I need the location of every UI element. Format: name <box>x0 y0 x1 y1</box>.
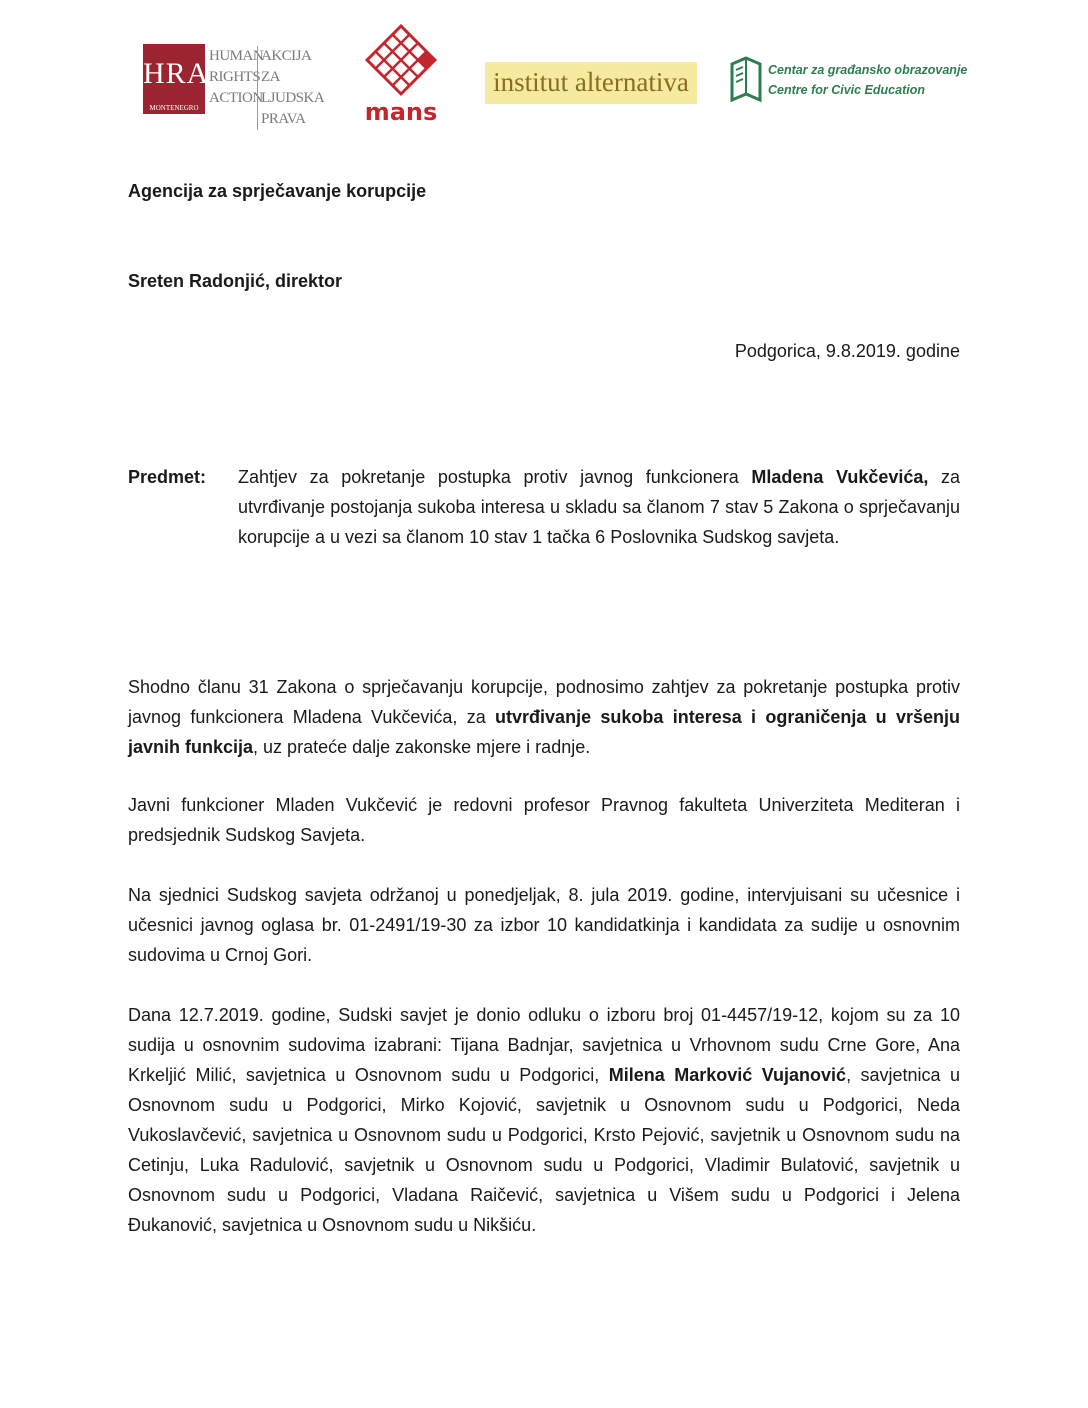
hra-sub: MONTENEGRO <box>149 104 199 112</box>
paragraph-1 <box>128 672 960 762</box>
hra-logo <box>143 44 325 127</box>
subject-part: Zahtjev za pokretanje postupka protiv javnog funkcionera <box>238 467 752 487</box>
hra-local-line: LJUDSKA <box>261 90 325 106</box>
subject-text <box>238 462 960 552</box>
hra-logo-mark <box>143 44 210 114</box>
mans-grid-icon <box>362 24 440 100</box>
paragraph-part: Shodno članu 31 Zakona o sprječavanju korupcije, podnosimo zahtjev za pokretanje postupka protiv javnog funkcionera Mladena Vukčevića, za <box>128 677 960 727</box>
hra-local-line: AKCIJA ZA <box>261 48 311 85</box>
cgo-line-english: Centre for Civic Education <box>768 83 925 97</box>
hra-english <box>209 46 263 109</box>
hra-local-line: PRAVA <box>261 111 306 127</box>
paragraph-part: , savjetnica u Osnovnom sudu u Podgorici, Mirko Kojović, savjetnik u Osnovnom sudu u Podgorici, Neda Vukoslavčević, savjetnica u Osnovnom sudu u Podgorici, Krsto Pejović, savjetnik u Osnovnom sudu na Cetinju, Luka Radulović, savjetnik u Osnovnom sudu u Podgorici, Vladimir Bulatović, savjetnik u Osnovnom sudu u Podgorici, Vladana Raičević, savjetnica u Višem sudu u Podgorici i Jelena Đukanović, savjetnica u Osnovnom sudu u Nikšiću. <box>128 1065 961 1235</box>
hra-english-line: HUMAN <box>209 48 264 64</box>
cgo-line-local: Centar za građansko obrazovanje <box>768 63 968 77</box>
paragraph-2: Javni funkcioner Mladen Vukčević je redovni profesor Pravnog fakulteta Univerziteta Mediteran i predsjednik Sudskog Savjeta. <box>128 795 960 845</box>
cgo-logo <box>728 56 968 108</box>
hra-english-line: ACTION <box>209 90 263 106</box>
mans-wordmark: mans <box>364 98 438 126</box>
recipient-organization: Agencija za sprječavanje korupcije <box>128 181 427 201</box>
place-date: Podgorica, 9.8.2019. godine <box>734 341 960 361</box>
paragraph-part: Dana 12.7.2019. godine, Sudski savjet je donio odluku o izboru broj 01-4457/19-12, kojom su za 10 sudija u osnovnim sudovima izabrani: Tijana Badnjar, savjetnica u Vrhovnom sudu Crne Gore, Ana Krkeljić Milić, savjetnica u Osnovnom sudu u Podgorici, <box>128 1005 960 1085</box>
hra-local <box>257 46 324 130</box>
paragraph-bold: utvrđivanje sukoba interesa i ograničenja u vršenju javnih funkcija <box>128 707 960 757</box>
hra-english-line: RIGHTS <box>209 69 261 85</box>
subject-name: Mladena Vukčevića, <box>751 467 929 487</box>
mans-logo <box>362 24 440 124</box>
institut-alternativa-logo: institut alternativa <box>485 62 697 104</box>
paragraph-part: , uz prateće dalje zakonske mjere i radnje. <box>253 737 591 757</box>
book-icon <box>728 56 764 106</box>
paragraph-4 <box>128 1000 960 1240</box>
paragraph-3: Na sjednici Sudskog savjeta održanoj u ponedjeljak, 8. jula 2019. godine, intervjuisani su učesnice i učesnici javnog oglasa br. 01-2491/19-30 za izbor 10 kandidatkinja i kandidata za sudije u osnovnim sudovima u Crnoj Gori. <box>128 885 960 965</box>
subject-label: Predmet: <box>128 467 207 487</box>
paragraph-bold: Milena Marković Vujanović <box>608 1065 847 1085</box>
cgo-text <box>768 60 967 100</box>
hra-letters: HRA <box>143 57 210 90</box>
recipient-person: Sreten Radonjić, direktor <box>128 271 343 291</box>
subject-part: za utvrđivanje postojanja sukoba interesa u skladu sa članom 7 stav 5 Zakona o sprječavanju korupcije a u vezi sa članom 10 stav 1 tačka 6 Poslovnika Sudskog savjeta. <box>238 467 961 547</box>
